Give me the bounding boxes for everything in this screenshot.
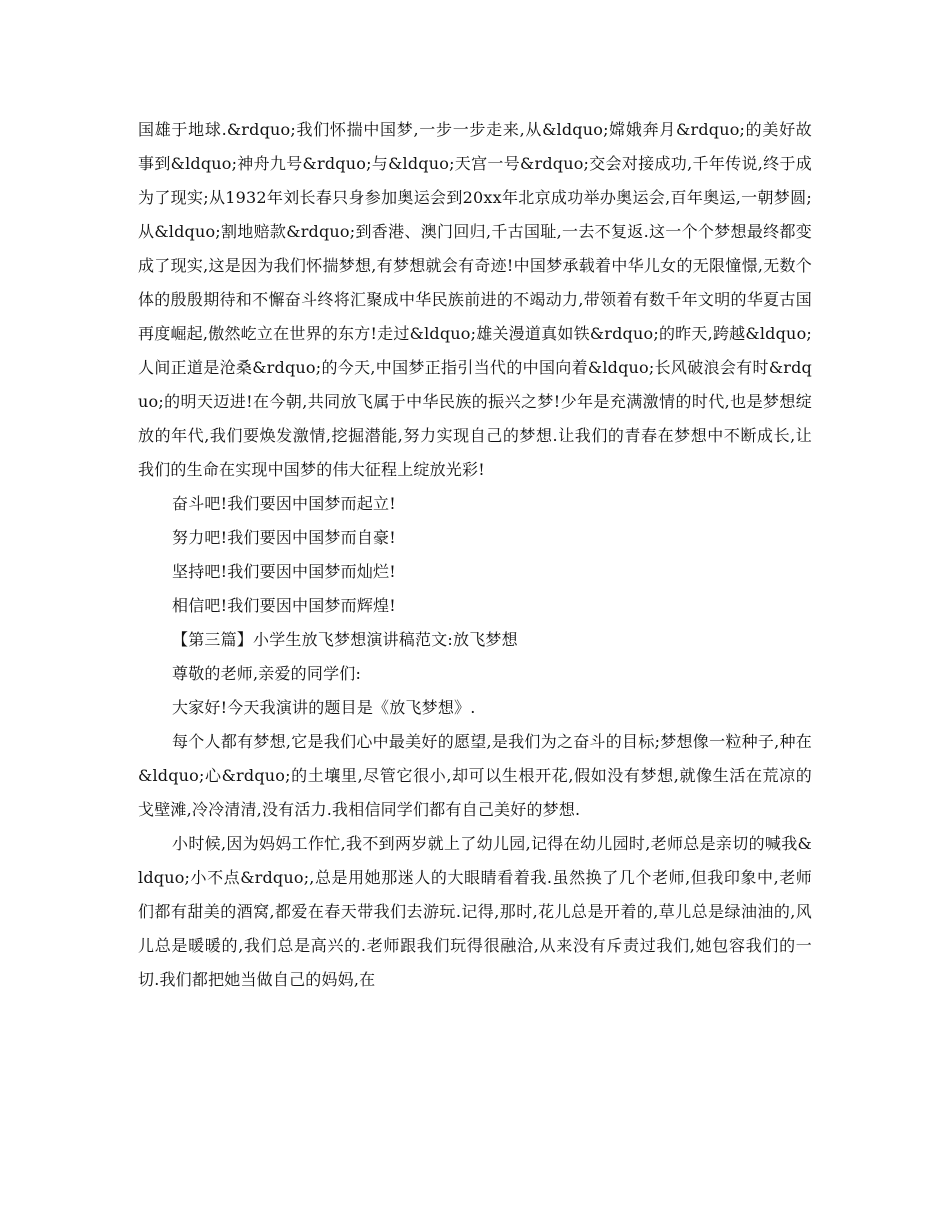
- slogan-line: 努力吧!我们要因中国梦而自豪!: [172, 528, 396, 547]
- section-heading: 【第三篇】小学生放飞梦想演讲稿范文:放飞梦想: [172, 630, 518, 649]
- paragraph: 国雄于地球.&rdquo;我们怀揣中国梦,一步一步走来,从&ldquo;嫦娥奔月&rdquo;的美好故事到&ldquo;神舟九号&rdquo;与&ldquo;天宫一号&rdquo;交会对接成功,千年传说,终于成为了现实;从1932年刘长春只身参加奥运会到20xx年北京成功举办奥运会,百年奥运,一朝梦圆;从&ldquo;割地赔款&rdquo;到香港、澳门回归,千古国耻,一去不复返.这一个个梦想最终都变成了现实,这是因为我们怀揣梦想,有梦想就会有奇迹!中国梦承载着中华儿女的无限憧憬,无数个体的殷殷期待和不懈奋斗终将汇聚成中华民族前进的不竭动力,带领着有数千年文明的华夏古国再度崛起,傲然屹立在世界的东方!走过&ldquo;雄关漫道真如铁&rdquo;的昨天,跨越&ldquo;人间正道是沧桑&rdquo;的今天,中国梦正指引当代的中国向着&ldquo;长风破浪会有时&rdquo;的明天迈进!在今朝,共同放飞属于中华民族的振兴之梦!少年是充满激情的时代,也是梦想绽放的年代,我们要焕发激情,挖掘潜能,努力实现自己的梦想.让我们的青春在梦想中不断成长,让我们的生命在实现中国梦的伟大征程上绽放光彩!: [138, 120, 812, 479]
- greeting-line: 大家好!今天我演讲的题目是《放飞梦想》.: [172, 698, 476, 717]
- slogan-line: 奋斗吧!我们要因中国梦而起立!: [172, 494, 396, 513]
- paragraph: 小时候,因为妈妈工作忙,我不到两岁就上了幼儿园,记得在幼儿园时,老师总是亲切的喊我&ldquo;小不点&rdquo;,总是用她那迷人的大眼睛看着我.虽然换了几个老师,但我印象中,老师们都有甜美的酒窝,都爱在春天带我们去游玩.记得,那时,花儿总是开着的,草儿总是绿油油的,风儿总是暖暖的,我们总是高兴的.老师跟我们玩得很融洽,从来没有斥责过我们,她包容我们的一切.我们都把她当做自己的妈妈,在: [138, 834, 812, 989]
- slogan-line: 相信吧!我们要因中国梦而辉煌!: [172, 596, 396, 615]
- paragraph: 每个人都有梦想,它是我们心中最美好的愿望,是我们为之奋斗的目标;梦想像一粒种子,种在&ldquo;心&rdquo;的土壤里,尽管它很小,却可以生根开花,假如没有梦想,就像生活在荒凉的戈壁滩,冷冷清清,没有活力.我相信同学们都有自己美好的梦想.: [138, 732, 812, 819]
- slogan-line: 坚持吧!我们要因中国梦而灿烂!: [172, 562, 396, 581]
- document-body: [138, 113, 812, 997]
- salutation: 尊敬的老师,亲爱的同学们:: [172, 664, 362, 683]
